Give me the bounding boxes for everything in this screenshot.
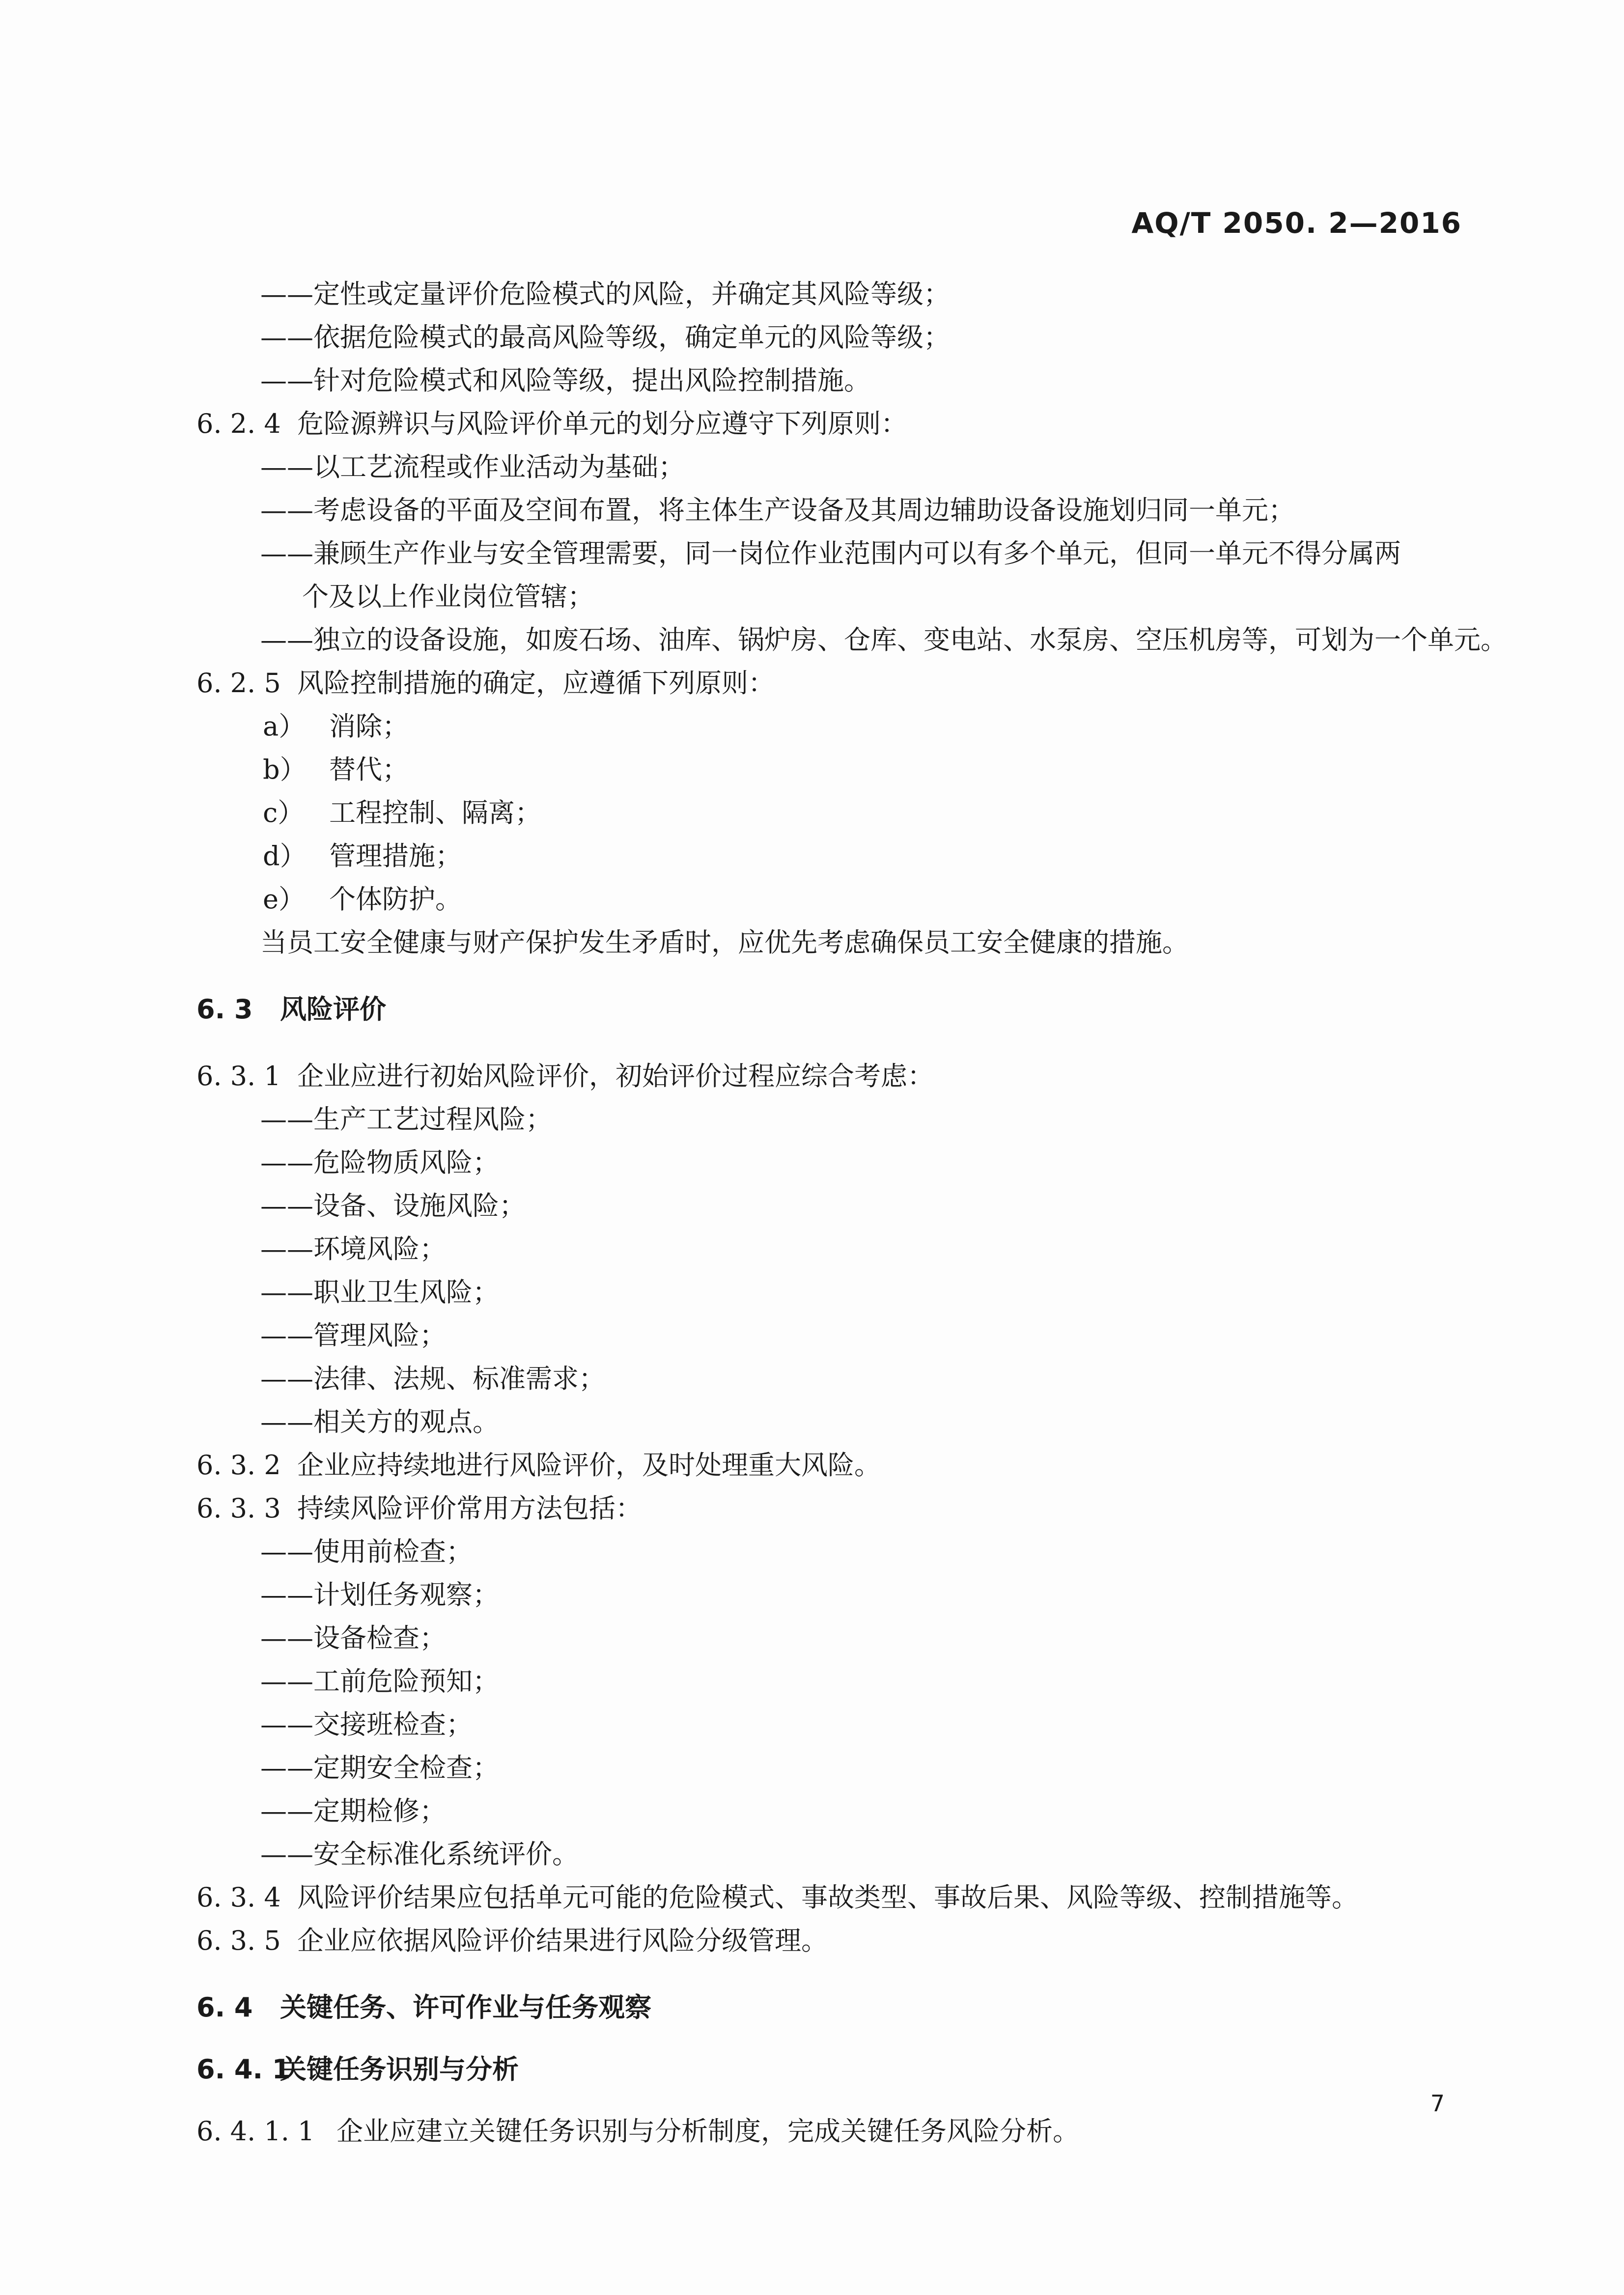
enum-text: 消除； bbox=[329, 711, 409, 742]
section-number: 6. 4 bbox=[196, 1992, 253, 2023]
clause-number: 6. 2. 4 bbox=[196, 408, 281, 439]
clause-number: 6. 2. 5 bbox=[196, 668, 281, 699]
section-title: 关键任务、许可作业与任务观察 bbox=[280, 1992, 651, 2023]
list-item: ——环境风险； bbox=[260, 1233, 446, 1264]
list-item: ——职业卫生风险； bbox=[260, 1277, 499, 1308]
list-item: ——考虑设备的平面及空间布置，将主体生产设备及其周边辅助设备设施划归同一单元； bbox=[260, 495, 1295, 526]
clause-6-3-4 bbox=[196, 1876, 1464, 1919]
enum-label: b） bbox=[263, 754, 307, 785]
clause-6-2-5 bbox=[196, 662, 1464, 705]
list-item: ——计划任务观察； bbox=[260, 1579, 499, 1610]
section-heading-6-3 bbox=[196, 988, 1464, 1031]
page-number: 7 bbox=[1430, 2090, 1445, 2117]
enum-item bbox=[196, 748, 1464, 791]
clause-number: 6. 3. 1 bbox=[196, 1061, 281, 1092]
enum-text: 替代； bbox=[329, 754, 409, 785]
section-title: 风险评价 bbox=[280, 994, 386, 1025]
list-item: ——法律、法规、标准需求； bbox=[260, 1363, 605, 1394]
clause-6-3-2 bbox=[196, 1444, 1464, 1487]
list-item: ——生产工艺过程风险； bbox=[260, 1104, 552, 1135]
enum-item bbox=[196, 835, 1464, 878]
section-number: 6. 4. 1 bbox=[196, 2054, 291, 2085]
enum-item bbox=[196, 791, 1464, 835]
clause-number: 6. 4. 1. 1 bbox=[196, 2116, 315, 2147]
clause-number: 6. 3. 3 bbox=[196, 1493, 281, 1524]
clause-text: 企业应进行初始风险评价，初始评价过程应综合考虑： bbox=[297, 1061, 934, 1092]
section-number: 6. 3 bbox=[196, 994, 253, 1025]
enum-label: a） bbox=[263, 711, 306, 742]
list-item: ——依据危险模式的最高风险等级，确定单元的风险等级； bbox=[260, 322, 950, 353]
list-item: ——安全标准化系统评价。 bbox=[260, 1839, 579, 1870]
clause-6-3-5 bbox=[196, 1919, 1464, 1962]
enum-label: c） bbox=[263, 797, 305, 828]
clause-6-4-1-1 bbox=[196, 2110, 1464, 2153]
list-item: ——管理风险； bbox=[260, 1320, 446, 1351]
enum-item bbox=[196, 878, 1464, 921]
standard-number-header: AQ/T 2050. 2—2016 bbox=[1131, 206, 1462, 240]
clause-6-2-4 bbox=[196, 402, 1464, 446]
clause-6-3-3 bbox=[196, 1487, 1464, 1530]
page-content bbox=[196, 273, 1507, 2153]
list-item: ——使用前检查； bbox=[260, 1536, 473, 1567]
list-item: ——以工艺流程或作业活动为基础； bbox=[260, 451, 685, 482]
list-item: ——设备、设施风险； bbox=[260, 1190, 526, 1221]
section-heading-6-4-1 bbox=[196, 2048, 1464, 2091]
enum-item bbox=[196, 705, 1464, 748]
list-item: ——设备检查； bbox=[260, 1623, 446, 1653]
enum-label: e） bbox=[263, 884, 305, 915]
clause-number: 6. 3. 2 bbox=[196, 1450, 281, 1481]
section-title: 关键任务识别与分析 bbox=[280, 2054, 519, 2085]
enum-text: 工程控制、隔离； bbox=[329, 797, 541, 828]
clause-text: 企业应依据风险评价结果进行风险分级管理。 bbox=[297, 1925, 828, 1956]
enum-text: 个体防护。 bbox=[329, 884, 462, 915]
clause-number: 6. 3. 4 bbox=[196, 1882, 281, 1913]
enum-label: d） bbox=[263, 840, 307, 871]
list-item: ——兼顾生产作业与安全管理需要，同一岗位作业范围内可以有多个单元，但同一单元不得分属两 bbox=[260, 538, 1401, 569]
section-heading-6-4 bbox=[196, 1986, 1464, 2029]
list-item: ——独立的设备设施，如废石场、油库、锅炉房、仓库、变电站、水泵房、空压机房等，可划为一个单元。 bbox=[260, 624, 1507, 655]
list-item: ——针对危险模式和风险等级，提出风险控制措施。 bbox=[260, 365, 870, 396]
clause-text: 风险控制措施的确定，应遵循下列原则： bbox=[297, 668, 775, 699]
clause-text: 企业应持续地进行风险评价，及时处理重大风险。 bbox=[297, 1450, 881, 1481]
clause-text: 危险源辨识与风险评价单元的划分应遵守下列原则： bbox=[297, 408, 907, 439]
clause-text: 持续风险评价常用方法包括： bbox=[297, 1493, 642, 1524]
list-item: ——交接班检查； bbox=[260, 1709, 473, 1740]
list-item: ——定性或定量评价危险模式的风险，并确定其风险等级； bbox=[260, 279, 950, 309]
list-item: ——危险物质风险； bbox=[260, 1147, 499, 1178]
list-item: ——相关方的观点。 bbox=[260, 1406, 499, 1437]
list-item-continuation: 个及以上作业岗位管辖； bbox=[302, 581, 594, 612]
clause-number: 6. 3. 5 bbox=[196, 1925, 281, 1956]
enum-text: 管理措施； bbox=[329, 840, 462, 871]
clause-text: 风险评价结果应包括单元可能的危险模式、事故类型、事故后果、风险等级、控制措施等。 bbox=[297, 1882, 1358, 1913]
clause-text: 企业应建立关键任务识别与分析制度，完成关键任务风险分析。 bbox=[336, 2116, 1079, 2147]
list-item: ——工前危险预知； bbox=[260, 1666, 499, 1697]
note-paragraph: 当员工安全健康与财产保护发生矛盾时，应优先考虑确保员工安全健康的措施。 bbox=[260, 927, 1189, 958]
list-item: ——定期安全检查； bbox=[260, 1752, 499, 1783]
clause-6-3-1 bbox=[196, 1055, 1464, 1098]
list-item: ——定期检修； bbox=[260, 1795, 446, 1826]
